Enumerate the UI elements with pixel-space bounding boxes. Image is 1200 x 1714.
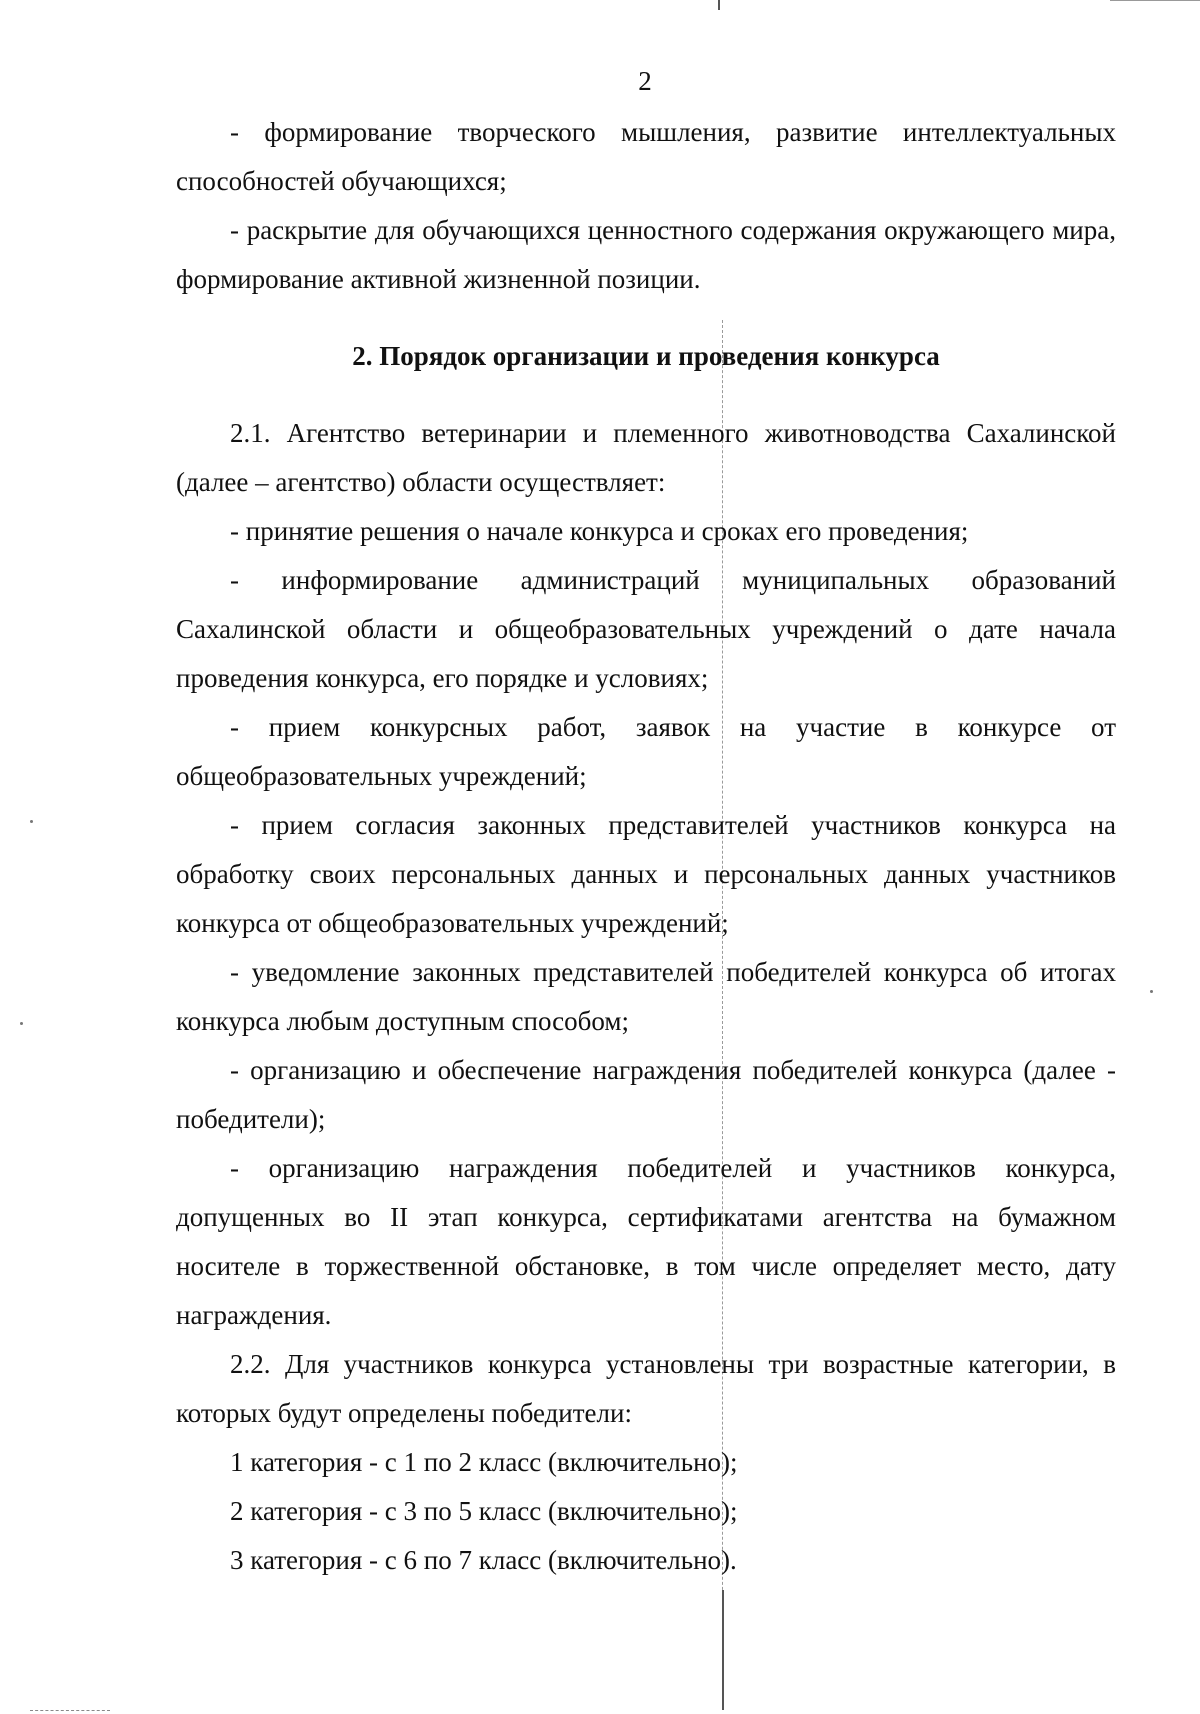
- list-item-notification: - уведомление законных представителей победителей конкурса об итогах конкурса любым доступным способом;: [176, 957, 1116, 1036]
- paragraph-creative-thinking: - формирование творческого мышления, развитие интеллектуальных способностей обучающихся;: [176, 117, 1116, 196]
- list-item-consent: - прием согласия законных представителей участников конкурса на обработку своих персональных данных и персональных данных участников конкурса от общеобразовательных учреждений;: [176, 810, 1116, 938]
- scan-artifact-top-tick: [718, 0, 720, 10]
- document-body: [176, 108, 1116, 1585]
- paragraph-value-content: - раскрытие для обучающихся ценностного содержания окружающего мира, формирование активной жизненной позиции.: [176, 215, 1116, 294]
- scan-artifact-bottom-line: [30, 1710, 110, 1712]
- scan-speck: [1150, 990, 1153, 993]
- category-2: 2 категория - с 3 по 5 класс (включительно);: [230, 1496, 738, 1526]
- paragraph-2-2: 2.2. Для участников конкурса установлены три возрастные категории, в которых будут определены победители:: [176, 1349, 1116, 1428]
- paragraph-2-1: 2.1. Агентство ветеринарии и племенного животноводства Сахалинской (далее – агентство) области осуществляет:: [176, 418, 1116, 497]
- section-heading: 2. Порядок организации и проведения конкурса: [352, 341, 940, 371]
- scan-speck: [30, 820, 33, 823]
- page-number: 2: [638, 66, 652, 96]
- list-item-awarding: - организацию и обеспечение награждения победителей конкурса (далее - победители);: [176, 1055, 1116, 1134]
- list-item-accepting-works: - прием конкурсных работ, заявок на участие в конкурсе от общеобразовательных учреждений;: [176, 712, 1116, 791]
- list-item-certificates: - организацию награждения победителей и участников конкурса, допущенных во II этап конкурса, сертификатами агентства на бумажном носителе в торжественной обстановке, в том числе определяет место, дату награждения.: [176, 1153, 1116, 1330]
- scan-speck: [20, 1022, 23, 1025]
- list-item-decision: - принятие решения о начале конкурса и сроках его проведения;: [230, 516, 969, 546]
- category-3: 3 категория - с 6 по 7 класс (включительно).: [230, 1545, 737, 1575]
- category-1: 1 категория - с 1 по 2 класс (включительно);: [230, 1447, 738, 1477]
- scan-artifact-top-line: [1110, 0, 1200, 1]
- scan-artifact-fold-line-solid: [722, 1590, 724, 1710]
- list-item-informing: - информирование администраций муниципальных образований Сахалинской области и общеобразовательных учреждений о дате начала проведения конкурса, его порядке и условиях;: [176, 565, 1116, 693]
